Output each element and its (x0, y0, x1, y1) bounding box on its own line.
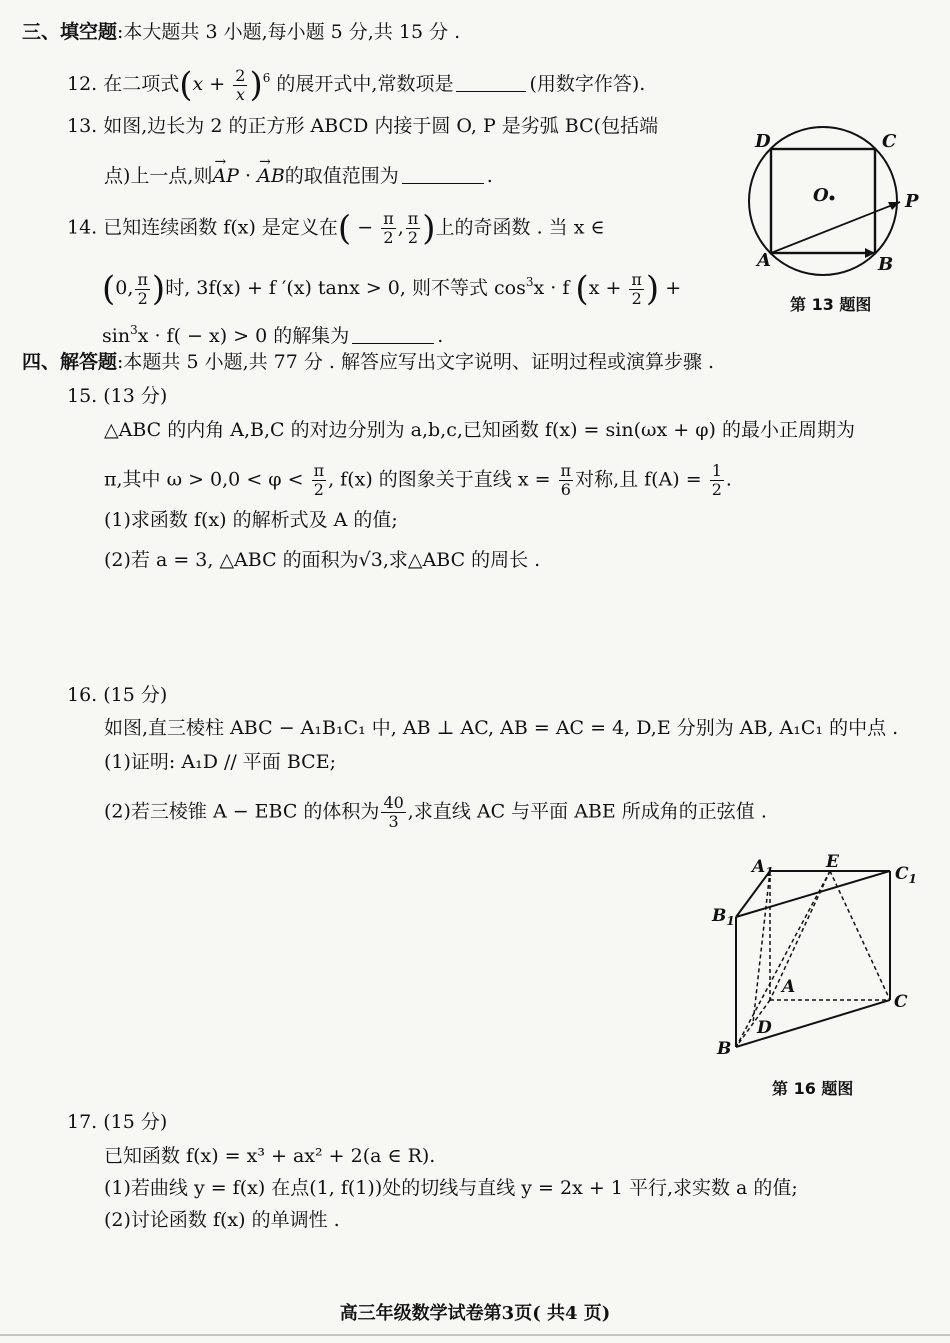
q16-part2-b: ,求直线 AC 与平面 ABE 所成角的正弦值 . (407, 800, 767, 823)
q13-answer-blank[interactable] (402, 165, 484, 184)
page-footer: 高三年级数学试卷第3页( 共4 页) (339, 1303, 611, 1324)
q13-text-2: 点)上一点,则 (104, 165, 213, 187)
q14-comma: , (397, 216, 404, 239)
q15-part2 (104, 548, 540, 572)
q13-text-3: 的取值范围为 (284, 165, 399, 187)
q17-part1: (1)若曲线 y = f(x) 在点(1, f(1))处的切线与直线 y = 2x + 1 平行,求实数 a 的值; (104, 1177, 798, 1199)
section3-heading (22, 20, 460, 44)
q13-text: 如图,边长为 2 的正方形 ABCD 内接于圆 O, P 是劣弧 BC(包括端 (103, 115, 659, 137)
q17-part2: (2)讨论函数 f(x) 的单调性 . (104, 1209, 340, 1231)
q14-text-4: x · f (533, 277, 570, 299)
q14-end: . (437, 325, 444, 347)
q15-line1: △ABC 的内角 A,B,C 的对边分别为 a,b,c,已知函数 f(x) = sin(ωx + φ) 的最小正周期为 (104, 419, 855, 441)
fig16-label-a: A (782, 977, 796, 997)
q15-frac-half: $\frac{1}{2}$ (711, 461, 722, 499)
q15-number: 15. (67, 385, 98, 407)
q12-plus: + (203, 73, 232, 95)
fig16-label-b1: $B_1$ (712, 906, 735, 928)
q16-score: (15 分) (103, 684, 168, 706)
q14-text: 已知连续函数 f(x) 是定义在 (103, 216, 338, 239)
q13-dot: · (238, 165, 258, 187)
q17-line1: 已知函数 f(x) = x³ + ax² + 2(a ∈ R). (104, 1145, 436, 1167)
q16-number: 16. (67, 684, 98, 706)
q15-frac-pi6: $\frac{\pi}{6}$ (560, 461, 572, 499)
fig16-label-b: B (717, 1039, 732, 1059)
section4-title: 四、解答题 (22, 351, 118, 373)
q16-part2-a: (2)若三棱锥 A − EBC 的体积为 (104, 800, 380, 823)
fig16-label-d: D (757, 1018, 772, 1038)
q15-text-d: . (725, 468, 732, 491)
fig16-label-e: E (826, 852, 839, 872)
q14-neg: − (351, 216, 380, 239)
q14-text-2: 上的奇函数 . 当 x ∈ (435, 216, 605, 239)
q12-fraction: $\frac{2}{x}$ (235, 65, 246, 104)
q15-part2-b: ,求△ABC 的周长 . (382, 549, 541, 571)
q16-line1: 如图,直三棱柱 ABC − A₁B₁C₁ 中, AB ⊥ AC, AB = AC = 4, D,E 分别为 AB, A₁C₁ 的中点 . (104, 717, 899, 739)
question-14-line2: (0, $\frac{\pi}{2}$ )时, 3f(x) + f ′(x) tanx > 0, 则不等式 $\cos^3x \cdot f$ (x + $\frac{\pi}{2}$ ) + (102, 269, 682, 309)
q13-vector-ap: → AP (212, 164, 239, 188)
fig16-label-c1: $C_1$ (895, 864, 917, 886)
section4-desc: :本题共 5 小题,共 77 分 . 解答应写出文字说明、证明过程或演算步骤 . (117, 351, 715, 373)
q14-text-3: 时, 3f(x) + f ′(x) tanx > 0, 则不等式 cos (165, 277, 526, 299)
q13-number: 13. (67, 115, 98, 137)
q15-part2-a: (2)若 a = 3, △ABC 的面积为√3 (104, 549, 383, 571)
q12-answer-blank[interactable] (456, 73, 526, 92)
q14-frac-4: $\frac{\pi}{2}$ (631, 269, 642, 308)
q14-answer-blank[interactable] (352, 325, 434, 344)
q12-text-3: (用数字作答). (529, 73, 646, 95)
q16-frac: $\frac{40}{3}$ (383, 793, 404, 831)
section4-heading (22, 350, 714, 374)
q14-number: 14. (67, 216, 98, 239)
fig13-label-c: C (882, 131, 897, 152)
q14-sin: sin (102, 325, 131, 347)
q15-text-b: , f(x) 的图象关于直线 x = (328, 468, 557, 491)
q16-part1: (1)证明: A₁D // 平面 BCE; (104, 751, 336, 773)
q13-end: . (486, 165, 493, 187)
fig16-label-a1: $A_1$ (752, 857, 774, 879)
fig13-label-p: P (905, 191, 919, 212)
q14-cube-2: 3 (130, 323, 138, 337)
q13-vector-ab: → AB (257, 164, 285, 188)
q14-frac-3: $\frac{\pi}{2}$ (137, 269, 148, 308)
q14-text-6: x · f( − x) > 0 的解集为 (137, 325, 350, 347)
q15-part1: (1)求函数 f(x) 的解析式及 A 的值; (104, 509, 398, 531)
q15-score: (13 分) (103, 385, 168, 407)
q16-part2 (104, 794, 767, 831)
q14-frac-2: $\frac{\pi}{2}$ (407, 209, 419, 247)
q14-cube: 3 (525, 275, 534, 289)
q15-text-a: π,其中 ω > 0,0 < φ < (104, 468, 310, 491)
q14-zero: 0, (115, 277, 134, 299)
question-14-line3 (102, 318, 443, 348)
question-16-header (67, 683, 167, 707)
fig13-label-a: A (757, 250, 771, 271)
question-13-line2 (104, 164, 493, 188)
section3-title: 三、填空题 (22, 21, 118, 43)
question-14-line1: 14. 已知连续函数 f(x) 是定义在( − $\frac{\pi}{2}$ , $\frac{\pi}{2}$ )上的奇函数 . 当 x ∈ (67, 208, 605, 249)
fig13-label-b: B (878, 254, 894, 275)
q15-line2 (104, 462, 732, 499)
fig16-label-c: C (894, 992, 908, 1012)
q17-number: 17. (67, 1111, 98, 1133)
question-17-header (67, 1110, 167, 1134)
section3-desc: :本大题共 3 小题,每小题 5 分,共 15 分 . (117, 21, 461, 43)
q14-plus: + (659, 277, 682, 299)
fig13-label-o: O (813, 185, 829, 206)
q15-frac-pi2: $\frac{\pi}{2}$ (313, 461, 325, 499)
fig13-caption: 第 13 题图 (790, 295, 872, 314)
fig16-caption: 第 16 题图 (772, 1079, 854, 1098)
q12-number: 12. (67, 73, 98, 95)
fig13-label-d: D (755, 131, 771, 152)
q15-text-c: 对称,且 f(A) = (575, 468, 708, 491)
q12-exponent: 6 (262, 71, 271, 85)
q12-text: 在二项式 (103, 73, 180, 95)
question-15-header (67, 384, 167, 408)
question-12: 12. 在二项式(x + $\frac{2}{x}$ )$^6$ 的展开式中,常数项是 (用数字作答). (67, 65, 646, 105)
q12-var: x (192, 73, 204, 95)
q12-text-2: 的展开式中,常数项是 (270, 73, 454, 95)
q14-text-5: x + (588, 277, 628, 299)
question-13-line1 (67, 114, 658, 138)
bottom-divider (0, 1334, 950, 1336)
q17-score: (15 分) (103, 1111, 168, 1133)
q14-frac-1: $\frac{\pi}{2}$ (383, 209, 394, 247)
